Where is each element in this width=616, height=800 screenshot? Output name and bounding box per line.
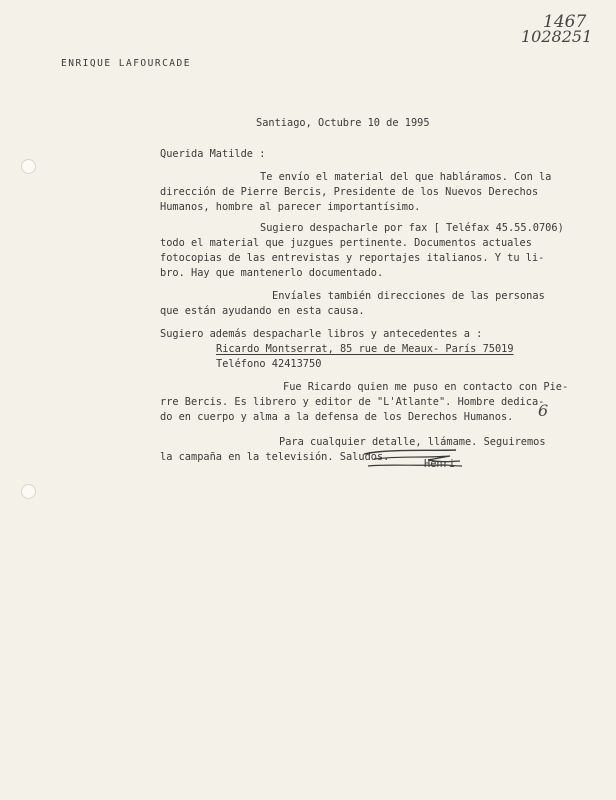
contact-phone: Teléfono 42413750: [216, 358, 322, 370]
paragraph-4-line: Sugiero además despacharle libros y antecedentes a :: [160, 328, 483, 340]
contact-address: Ricardo Montserrat, 85 rue de Meaux- París 75019: [216, 343, 514, 355]
punch-hole-top: [21, 159, 36, 174]
handwritten-document-id: 1028251: [521, 27, 593, 46]
signature-name: Henri: [424, 458, 455, 470]
paragraph-2-line: bro. Hay que mantenerlo documentado.: [160, 267, 384, 279]
paragraph-2-line: Sugiero despacharle por fax [ Teléfax 45.55.0706): [260, 222, 564, 234]
paragraph-5-line: do en cuerpo y alma a la defensa de los Derechos Humanos.: [160, 411, 514, 423]
paragraph-1-line: Humanos, hombre al parecer importantísimo.: [160, 201, 421, 213]
punch-hole-bottom: [21, 484, 36, 499]
paragraph-2-line: todo el material que juzgues pertinente. Documentos actuales: [160, 237, 532, 249]
paragraph-1-line: Te envío el material del que habláramos. Con la: [260, 171, 552, 183]
handwritten-fax-correction: 6: [538, 401, 549, 420]
paragraph-1-line: dirección de Pierre Bercis, Presidente de los Nuevos Derechos: [160, 186, 539, 198]
letterhead: ENRIQUE LAFOURCADE: [61, 58, 191, 69]
paragraph-6-line: Para cualquier detalle, llámame. Seguiremos: [279, 436, 546, 448]
paragraph-3-line: Envíales también direcciones de las personas: [272, 290, 545, 302]
paragraph-2-line: fotocopias de las entrevistas y reportajes italianos. Y tu li-: [160, 252, 545, 264]
paragraph-5-line: rre Bercis. Es librero y editor de "L'Atlante". Hombre dedica-: [160, 396, 545, 408]
paragraph-3-line: que están ayudando en esta causa.: [160, 305, 365, 317]
handwritten-archive-number: 1467: [543, 12, 587, 32]
paragraph-6-line: la campaña en la televisión. Saludos.: [160, 451, 390, 463]
salutation: Querida Matilde :: [160, 148, 266, 160]
letter-date: Santiago, Octubre 10 de 1995: [256, 117, 430, 129]
paragraph-5-line: Fue Ricardo quien me puso en contacto con Pie-: [283, 381, 569, 393]
